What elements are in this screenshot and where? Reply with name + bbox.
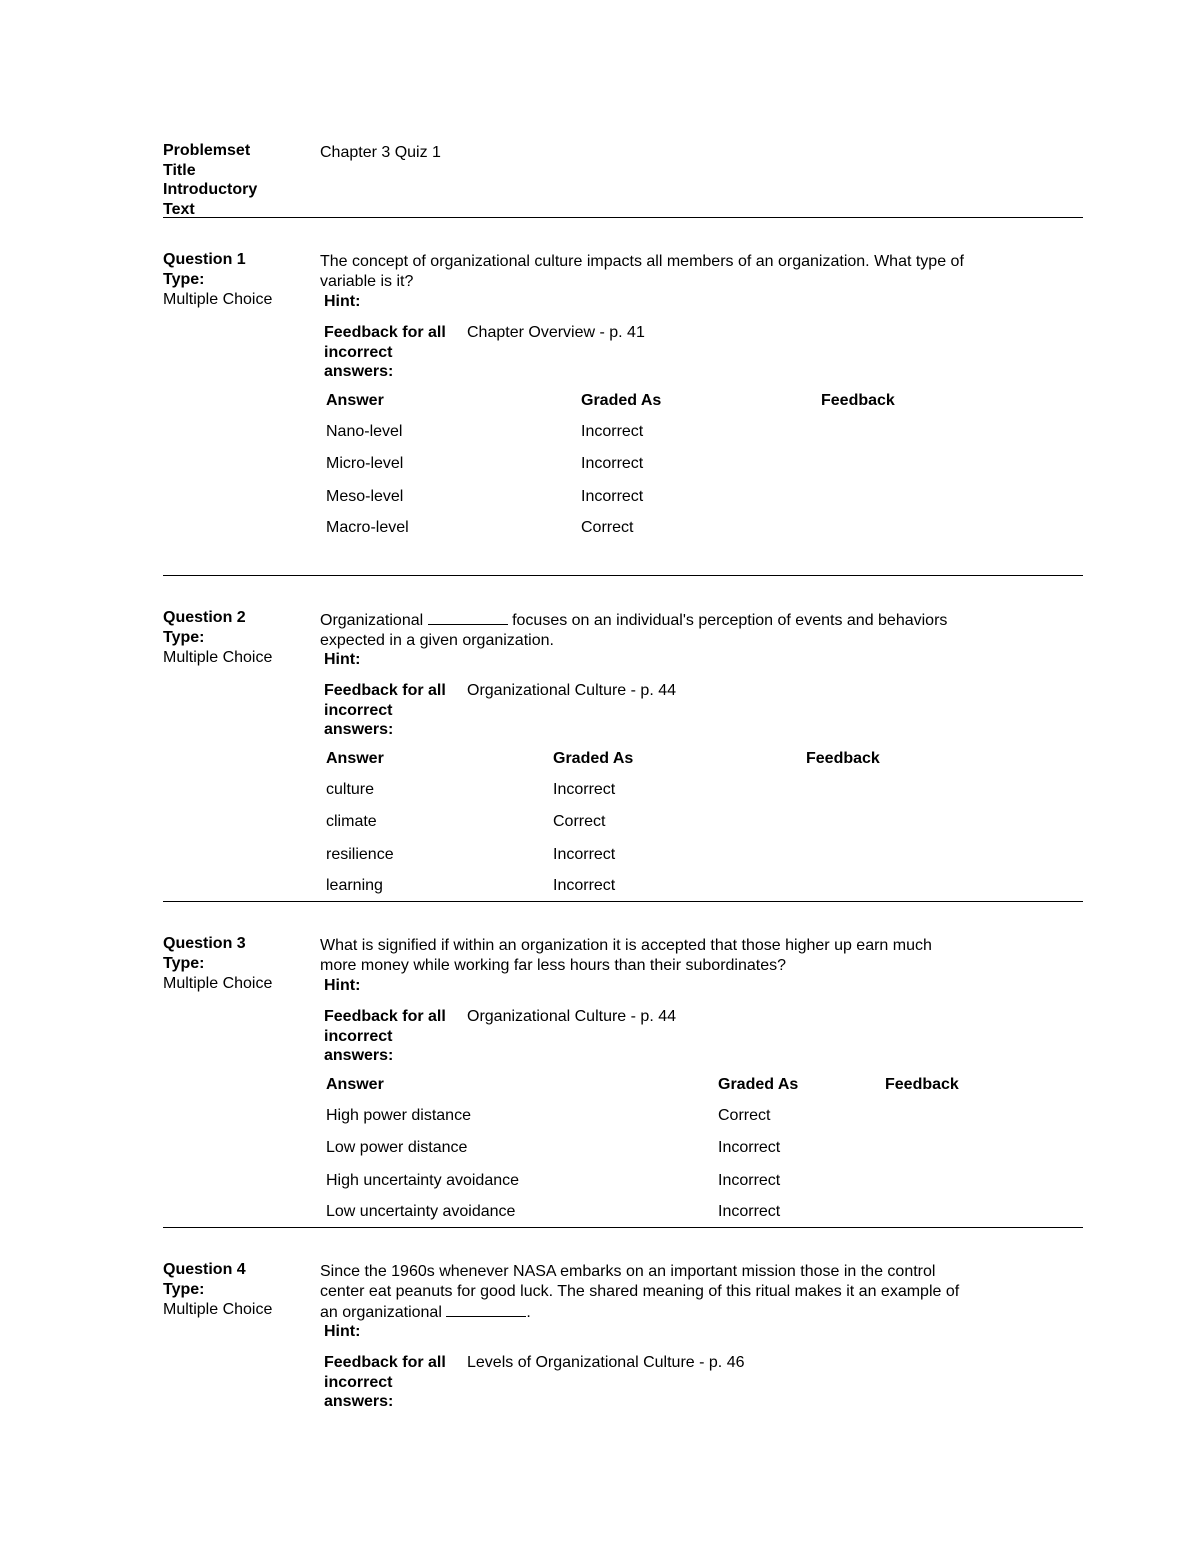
graded-value: Incorrect	[553, 877, 616, 894]
feedback-all-value: Chapter Overview - p. 41	[467, 324, 645, 341]
answer-text: learning	[326, 877, 383, 894]
feedback-all-label: Feedback for all incorrect answers:	[324, 324, 446, 380]
problemset-labels: Problemset Title Introductory Text	[163, 142, 258, 218]
graded-value: Incorrect	[718, 1172, 781, 1189]
graded-column-header: Graded As	[553, 750, 634, 767]
graded-value: Correct	[718, 1107, 771, 1124]
hint-label: Hint:	[324, 1323, 361, 1340]
question-type: Multiple Choice	[163, 649, 273, 666]
question-type: Multiple Choice	[163, 291, 273, 308]
divider	[163, 575, 1083, 576]
answer-blank	[428, 610, 508, 625]
divider	[163, 1227, 1083, 1228]
graded-value: Incorrect	[718, 1139, 781, 1156]
graded-value: Correct	[553, 813, 606, 830]
divider	[163, 901, 1083, 902]
question-text: The concept of organizational culture impacts all members of an organization. What type of variable is it?	[320, 253, 964, 290]
hint-label: Hint:	[324, 977, 361, 994]
graded-column-header: Graded As	[718, 1076, 799, 1093]
problemset-header	[163, 141, 1083, 217]
type-label: Type:	[163, 629, 205, 646]
quiz-page	[163, 141, 1083, 1420]
answer-blank	[446, 1302, 526, 1317]
answer-text: Nano-level	[326, 423, 403, 440]
graded-column-header: Graded As	[581, 392, 662, 409]
answer-text: Low uncertainty avoidance	[326, 1203, 516, 1220]
answer-text: Micro-level	[326, 455, 404, 472]
graded-value: Incorrect	[581, 488, 644, 505]
feedback-all-label: Feedback for all incorrect answers:	[324, 1008, 446, 1064]
question-type: Multiple Choice	[163, 975, 273, 992]
question-label: Question 4	[163, 1261, 246, 1278]
answer-text: Low power distance	[326, 1139, 468, 1156]
type-label: Type:	[163, 955, 205, 972]
type-label: Type:	[163, 271, 205, 288]
hint-label: Hint:	[324, 293, 361, 310]
graded-value: Incorrect	[553, 846, 616, 863]
feedback-column-header: Feedback	[806, 750, 880, 767]
feedback-all-label: Feedback for all incorrect answers:	[324, 1354, 446, 1410]
answer-text: resilience	[326, 846, 394, 863]
feedback-column-header: Feedback	[821, 392, 895, 409]
answer-text: Meso-level	[326, 488, 404, 505]
answer-column-header: Answer	[326, 392, 384, 409]
hint-label: Hint:	[324, 651, 361, 668]
graded-value: Incorrect	[553, 781, 616, 798]
answer-text: climate	[326, 813, 377, 830]
question-text: What is signified if within an organization it is accepted that those higher up earn much more money while working far less hours than their subordinates?	[320, 937, 932, 974]
question-label: Question 2	[163, 609, 246, 626]
answer-text: High power distance	[326, 1107, 471, 1124]
graded-value: Correct	[581, 519, 634, 536]
answer-text: Macro-level	[326, 519, 409, 536]
question-text: Organizational focuses on an individual's perception of events and behaviors expected in a given organization.	[320, 612, 948, 649]
graded-value: Incorrect	[581, 423, 644, 440]
type-label: Type:	[163, 1281, 205, 1298]
question-label: Question 3	[163, 935, 246, 952]
question-label: Question 1	[163, 251, 246, 268]
question-4	[163, 1260, 1083, 1420]
problemset-title: Chapter 3 Quiz 1	[320, 144, 441, 161]
graded-value: Incorrect	[581, 455, 644, 472]
question-text: Since the 1960s whenever NASA embarks on an important mission those in the control center eat peanuts for good luck. The shared meaning of this ritual makes it an example of an organizational .	[320, 1263, 960, 1321]
question-3	[163, 934, 1083, 1227]
feedback-all-value: Organizational Culture - p. 44	[467, 1008, 676, 1025]
answer-text: culture	[326, 781, 375, 798]
answer-column-header: Answer	[326, 1076, 384, 1093]
feedback-column-header: Feedback	[885, 1076, 959, 1093]
question-2	[163, 608, 1083, 901]
graded-value: Incorrect	[718, 1203, 781, 1220]
answer-column-header: Answer	[326, 750, 384, 767]
question-1	[163, 250, 1083, 575]
feedback-all-label: Feedback for all incorrect answers:	[324, 682, 446, 738]
divider	[163, 217, 1083, 218]
feedback-all-value: Levels of Organizational Culture - p. 46	[467, 1354, 745, 1371]
question-type: Multiple Choice	[163, 1301, 273, 1318]
feedback-all-value: Organizational Culture - p. 44	[467, 682, 676, 699]
answer-text: High uncertainty avoidance	[326, 1172, 520, 1189]
